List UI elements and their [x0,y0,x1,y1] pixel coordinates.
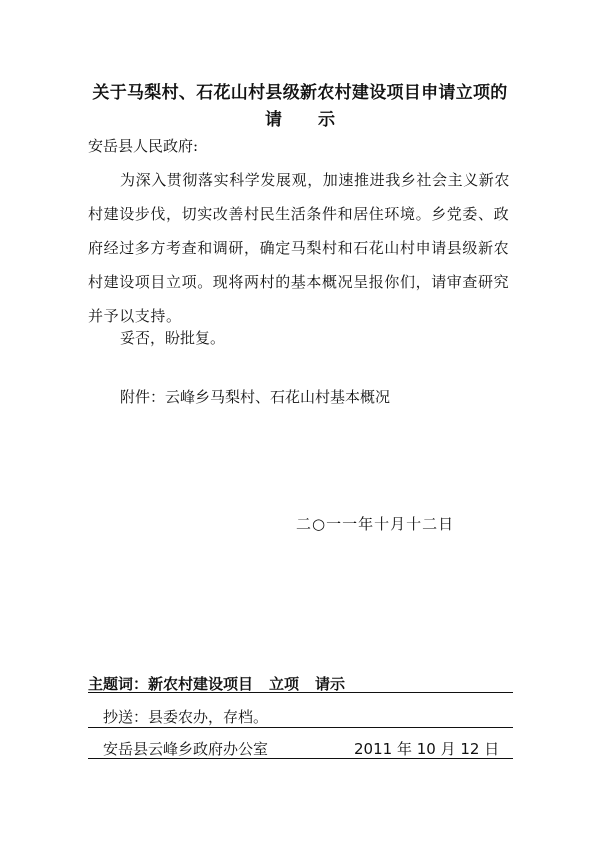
cc-line: 抄送：县委农办，存档。 [103,708,269,726]
divider [88,758,513,759]
divider [88,692,513,693]
subject-term: 立项 [269,675,300,693]
subject-term: 请示 [315,675,346,693]
document-title: 关于马梨村、石花山村县级新农村建设项目申请立项的 [92,83,508,103]
closing-line: 妥否，盼批复。 [120,329,226,347]
attachment-note: 附件：云峰乡马梨村、石花山村基本概况 [120,388,391,406]
issuer: 安岳县云峰乡政府办公室 [103,740,269,758]
body-paragraph: 为深入贯彻落实科学发展观，加速推进我乡社会主义新农村建设步伐，切实改善村民生活条件和居住环境。乡党委、政府经过多方考查和调研，确定马梨村和石花山村申请县级新农村建设项目立项。现将两村的基本概况呈报你们，请审查研究并予以支持。 [88,171,511,325]
divider [88,727,513,728]
subject-label: 主题词： [88,675,149,693]
document-date: 二○一一年十月十二日 [296,515,455,533]
addressee: 安岳县人民政府: [88,137,199,155]
issue-date: 2011 年 10 月 12 日 [354,740,500,758]
subject-term: 新农村建设项目 [148,675,254,693]
document-title-subline: 请 示 [265,110,335,130]
subject-line [88,673,361,694]
